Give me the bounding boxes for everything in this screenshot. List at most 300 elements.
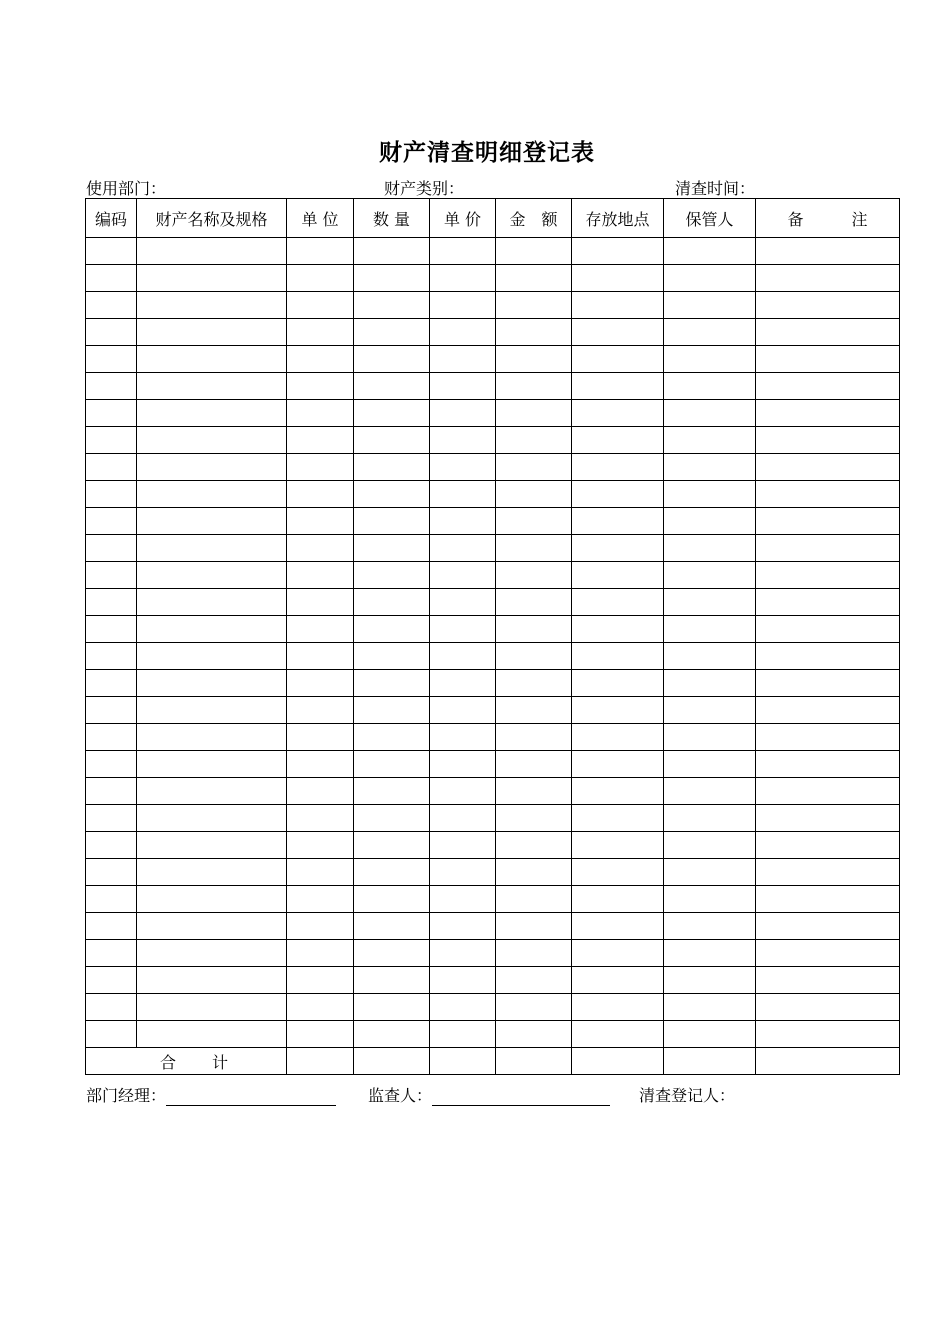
table-cell[interactable] — [756, 859, 900, 886]
footer-fields — [86, 1083, 898, 1105]
table-cell[interactable] — [572, 481, 664, 508]
table-cell[interactable] — [354, 724, 430, 751]
table-cell[interactable] — [756, 967, 900, 994]
table-cell[interactable] — [496, 994, 572, 1021]
department-input-line[interactable] — [166, 181, 318, 199]
table-cell[interactable] — [496, 778, 572, 805]
table-cell[interactable] — [354, 1021, 430, 1048]
table-cell[interactable] — [287, 319, 354, 346]
table-cell[interactable] — [354, 535, 430, 562]
table-cell[interactable] — [756, 562, 900, 589]
table-cell[interactable] — [430, 859, 496, 886]
total-cell[interactable] — [354, 1048, 430, 1075]
table-cell[interactable] — [430, 562, 496, 589]
table-cell[interactable] — [430, 967, 496, 994]
table-cell[interactable] — [430, 994, 496, 1021]
table-cell[interactable] — [287, 454, 354, 481]
table-cell[interactable] — [430, 427, 496, 454]
table-cell[interactable] — [756, 265, 900, 292]
table-cell[interactable] — [572, 535, 664, 562]
table-cell[interactable] — [664, 832, 756, 859]
table-cell[interactable] — [496, 346, 572, 373]
table-cell[interactable] — [354, 265, 430, 292]
table-cell[interactable] — [86, 859, 137, 886]
total-cell[interactable] — [572, 1048, 664, 1075]
table-cell[interactable] — [354, 292, 430, 319]
table-cell[interactable] — [496, 886, 572, 913]
table-cell[interactable] — [137, 724, 287, 751]
table-cell[interactable] — [287, 427, 354, 454]
table-cell[interactable] — [86, 265, 137, 292]
table-cell[interactable] — [756, 805, 900, 832]
table-cell[interactable] — [664, 454, 756, 481]
table-cell[interactable] — [572, 778, 664, 805]
table-cell[interactable] — [86, 427, 137, 454]
table-cell[interactable] — [496, 481, 572, 508]
table-cell[interactable] — [86, 1021, 137, 1048]
table-cell[interactable] — [756, 778, 900, 805]
table-cell[interactable] — [496, 697, 572, 724]
table-cell[interactable] — [572, 589, 664, 616]
table-cell[interactable] — [756, 346, 900, 373]
table-cell[interactable] — [664, 940, 756, 967]
table-cell[interactable] — [756, 454, 900, 481]
table-cell[interactable] — [756, 373, 900, 400]
table-cell[interactable] — [137, 319, 287, 346]
table-cell[interactable] — [664, 292, 756, 319]
table-cell[interactable] — [137, 859, 287, 886]
table-cell[interactable] — [756, 994, 900, 1021]
table-cell[interactable] — [496, 265, 572, 292]
table-cell[interactable] — [354, 994, 430, 1021]
table-cell[interactable] — [664, 724, 756, 751]
table-cell[interactable] — [664, 400, 756, 427]
total-label: 合计 — [160, 1052, 265, 1072]
table-cell[interactable] — [664, 778, 756, 805]
table-cell[interactable] — [287, 886, 354, 913]
table-cell[interactable] — [572, 427, 664, 454]
table-cell[interactable] — [354, 373, 430, 400]
table-cell[interactable] — [86, 670, 137, 697]
col-header-location: 存放地点 — [572, 199, 664, 238]
table-cell[interactable] — [137, 481, 287, 508]
table-cell[interactable] — [86, 697, 137, 724]
table-cell[interactable] — [287, 778, 354, 805]
table-cell[interactable] — [86, 589, 137, 616]
table-cell[interactable] — [430, 832, 496, 859]
table-cell[interactable] — [354, 670, 430, 697]
table-cell[interactable] — [137, 535, 287, 562]
table-cell[interactable] — [756, 913, 900, 940]
table-cell[interactable] — [664, 967, 756, 994]
table-cell[interactable] — [354, 562, 430, 589]
table-row — [86, 940, 900, 967]
table-cell[interactable] — [137, 940, 287, 967]
table-cell[interactable] — [287, 805, 354, 832]
table-cell[interactable] — [664, 616, 756, 643]
table-cell[interactable] — [572, 697, 664, 724]
table-cell[interactable] — [430, 886, 496, 913]
table-cell[interactable] — [137, 292, 287, 319]
table-cell[interactable] — [430, 508, 496, 535]
table-cell[interactable] — [756, 697, 900, 724]
table-cell[interactable] — [756, 535, 900, 562]
table-cell[interactable] — [137, 805, 287, 832]
time-field — [675, 176, 755, 199]
table-cell[interactable] — [430, 292, 496, 319]
table-cell[interactable] — [756, 427, 900, 454]
table-cell[interactable] — [496, 508, 572, 535]
table-cell[interactable] — [756, 589, 900, 616]
table-cell[interactable] — [756, 886, 900, 913]
table-cell[interactable] — [354, 238, 430, 265]
table-cell[interactable] — [756, 400, 900, 427]
table-cell[interactable] — [664, 265, 756, 292]
table-cell[interactable] — [137, 913, 287, 940]
table-cell[interactable] — [287, 751, 354, 778]
table-cell[interactable] — [86, 643, 137, 670]
total-cell[interactable] — [756, 1048, 900, 1075]
table-cell[interactable] — [572, 346, 664, 373]
table-cell[interactable] — [664, 643, 756, 670]
table-cell[interactable] — [137, 643, 287, 670]
table-row — [86, 373, 900, 400]
table-cell[interactable] — [572, 967, 664, 994]
table-body — [86, 238, 900, 1048]
table-cell[interactable] — [496, 832, 572, 859]
table-cell[interactable] — [664, 670, 756, 697]
table-cell[interactable] — [354, 643, 430, 670]
table-cell[interactable] — [496, 454, 572, 481]
table-cell[interactable] — [86, 535, 137, 562]
table-cell[interactable] — [430, 697, 496, 724]
table-cell[interactable] — [354, 805, 430, 832]
manager-input-line[interactable] — [166, 1088, 336, 1106]
table-cell[interactable] — [86, 751, 137, 778]
total-cell[interactable] — [430, 1048, 496, 1075]
table-cell[interactable] — [430, 373, 496, 400]
table-cell[interactable] — [137, 346, 287, 373]
table-cell[interactable] — [137, 373, 287, 400]
table-cell[interactable] — [572, 508, 664, 535]
table-cell[interactable] — [496, 670, 572, 697]
table-cell[interactable] — [664, 751, 756, 778]
table-cell[interactable] — [287, 1021, 354, 1048]
table-cell[interactable] — [572, 454, 664, 481]
table-cell[interactable] — [86, 346, 137, 373]
table-cell[interactable] — [572, 319, 664, 346]
table-cell[interactable] — [287, 400, 354, 427]
table-cell[interactable] — [137, 1021, 287, 1048]
table-cell[interactable] — [86, 454, 137, 481]
table-cell[interactable] — [430, 805, 496, 832]
table-cell[interactable] — [354, 319, 430, 346]
table-cell[interactable] — [430, 670, 496, 697]
table-cell[interactable] — [287, 859, 354, 886]
table-cell[interactable] — [664, 994, 756, 1021]
table-cell[interactable] — [137, 427, 287, 454]
table-cell[interactable] — [572, 292, 664, 319]
table-cell[interactable] — [664, 859, 756, 886]
table-cell[interactable] — [354, 454, 430, 481]
col-header-unit-price: 单 价 — [430, 199, 496, 238]
table-cell[interactable] — [287, 994, 354, 1021]
table-cell[interactable] — [496, 751, 572, 778]
table-cell[interactable] — [430, 913, 496, 940]
table-cell[interactable] — [572, 670, 664, 697]
table-cell[interactable] — [137, 238, 287, 265]
table-cell[interactable] — [572, 616, 664, 643]
table-cell[interactable] — [664, 805, 756, 832]
table-cell[interactable] — [430, 319, 496, 346]
table-cell[interactable] — [756, 292, 900, 319]
table-cell[interactable] — [86, 886, 137, 913]
table-cell[interactable] — [572, 913, 664, 940]
table-cell[interactable] — [664, 346, 756, 373]
table-cell[interactable] — [354, 616, 430, 643]
table-cell[interactable] — [287, 346, 354, 373]
table-cell[interactable] — [354, 859, 430, 886]
table-cell[interactable] — [287, 292, 354, 319]
table-cell[interactable] — [137, 778, 287, 805]
table-cell[interactable] — [756, 1021, 900, 1048]
table-cell[interactable] — [354, 508, 430, 535]
table-cell[interactable] — [664, 589, 756, 616]
table-cell[interactable] — [287, 535, 354, 562]
table-cell[interactable] — [287, 616, 354, 643]
inspector-label: 监查人： — [368, 1086, 433, 1105]
table-cell[interactable] — [430, 643, 496, 670]
table-cell[interactable] — [664, 913, 756, 940]
table-cell[interactable] — [756, 832, 900, 859]
table-cell[interactable] — [86, 805, 137, 832]
table-cell[interactable] — [496, 967, 572, 994]
table-cell[interactable] — [137, 967, 287, 994]
table-cell[interactable] — [664, 481, 756, 508]
table-cell[interactable] — [137, 589, 287, 616]
table-cell[interactable] — [86, 562, 137, 589]
table-cell[interactable] — [137, 616, 287, 643]
table-cell[interactable] — [430, 454, 496, 481]
table-cell[interactable] — [354, 589, 430, 616]
table-cell[interactable] — [354, 697, 430, 724]
table-cell[interactable] — [137, 265, 287, 292]
table-cell[interactable] — [496, 562, 572, 589]
table-cell[interactable] — [664, 697, 756, 724]
table-cell[interactable] — [756, 616, 900, 643]
table-cell[interactable] — [664, 562, 756, 589]
table-cell[interactable] — [430, 751, 496, 778]
table-cell[interactable] — [572, 994, 664, 1021]
table-cell[interactable] — [496, 1021, 572, 1048]
inspector-input-line[interactable] — [432, 1088, 610, 1106]
table-cell[interactable] — [496, 859, 572, 886]
table-cell[interactable] — [287, 967, 354, 994]
table-cell[interactable] — [496, 805, 572, 832]
table-cell[interactable] — [664, 238, 756, 265]
table-cell[interactable] — [496, 643, 572, 670]
table-cell[interactable] — [664, 427, 756, 454]
table-cell[interactable] — [86, 913, 137, 940]
table-cell[interactable] — [430, 535, 496, 562]
table-cell[interactable] — [572, 859, 664, 886]
table-cell[interactable] — [354, 913, 430, 940]
table-cell[interactable] — [756, 724, 900, 751]
table-cell[interactable] — [354, 886, 430, 913]
table-cell[interactable] — [756, 751, 900, 778]
table-cell[interactable] — [756, 643, 900, 670]
table-cell[interactable] — [86, 994, 137, 1021]
table-cell[interactable] — [572, 373, 664, 400]
table-cell[interactable] — [496, 373, 572, 400]
table-cell[interactable] — [496, 724, 572, 751]
table-cell[interactable] — [86, 508, 137, 535]
table-cell[interactable] — [137, 562, 287, 589]
table-cell[interactable] — [430, 778, 496, 805]
table-cell[interactable] — [572, 832, 664, 859]
table-cell[interactable] — [86, 940, 137, 967]
table-cell[interactable] — [496, 400, 572, 427]
table-row — [86, 1021, 900, 1048]
table-cell[interactable] — [572, 562, 664, 589]
table-cell[interactable] — [572, 940, 664, 967]
table-cell[interactable] — [572, 886, 664, 913]
total-cell[interactable] — [496, 1048, 572, 1075]
table-cell[interactable] — [756, 481, 900, 508]
table-cell[interactable] — [287, 589, 354, 616]
table-cell[interactable] — [86, 373, 137, 400]
category-input-line[interactable] — [464, 181, 616, 199]
table-cell[interactable] — [287, 832, 354, 859]
table-cell[interactable] — [86, 481, 137, 508]
table-cell[interactable] — [354, 427, 430, 454]
table-cell[interactable] — [86, 319, 137, 346]
total-cell[interactable] — [287, 1048, 354, 1075]
table-row — [86, 778, 900, 805]
table-cell[interactable] — [287, 697, 354, 724]
table-cell[interactable] — [86, 616, 137, 643]
table-row — [86, 832, 900, 859]
table-cell[interactable] — [496, 292, 572, 319]
col-header-remarks: 备 注 — [756, 199, 900, 238]
table-cell[interactable] — [572, 265, 664, 292]
table-row — [86, 562, 900, 589]
table-cell[interactable] — [354, 481, 430, 508]
table-cell[interactable] — [664, 1021, 756, 1048]
table-cell[interactable] — [572, 238, 664, 265]
table-cell[interactable] — [496, 940, 572, 967]
table-cell[interactable] — [287, 562, 354, 589]
table-cell[interactable] — [572, 724, 664, 751]
table-cell[interactable] — [756, 238, 900, 265]
table-cell[interactable] — [756, 319, 900, 346]
table-cell[interactable] — [137, 508, 287, 535]
table-row — [86, 724, 900, 751]
table-row — [86, 697, 900, 724]
table-cell[interactable] — [664, 886, 756, 913]
table-cell[interactable] — [354, 967, 430, 994]
table-cell[interactable] — [572, 643, 664, 670]
table-cell[interactable] — [137, 832, 287, 859]
table-cell[interactable] — [430, 616, 496, 643]
table-cell[interactable] — [430, 265, 496, 292]
total-cell[interactable] — [664, 1048, 756, 1075]
table-cell[interactable] — [354, 940, 430, 967]
table-cell[interactable] — [137, 670, 287, 697]
table-cell[interactable] — [287, 508, 354, 535]
table-cell[interactable] — [287, 238, 354, 265]
table-cell[interactable] — [430, 481, 496, 508]
table-cell[interactable] — [287, 724, 354, 751]
table-cell[interactable] — [572, 751, 664, 778]
table-cell[interactable] — [572, 400, 664, 427]
table-cell[interactable] — [287, 940, 354, 967]
table-cell[interactable] — [287, 913, 354, 940]
category-field — [384, 176, 616, 199]
table-cell[interactable] — [137, 994, 287, 1021]
table-cell[interactable] — [287, 373, 354, 400]
table-row — [86, 967, 900, 994]
table-cell[interactable] — [287, 481, 354, 508]
table-cell[interactable] — [430, 346, 496, 373]
table-cell[interactable] — [287, 643, 354, 670]
table-cell[interactable] — [664, 319, 756, 346]
table-cell[interactable] — [354, 778, 430, 805]
table-cell[interactable] — [430, 724, 496, 751]
table-cell[interactable] — [756, 940, 900, 967]
table-cell[interactable] — [287, 670, 354, 697]
table-cell[interactable] — [86, 724, 137, 751]
table-cell[interactable] — [496, 238, 572, 265]
table-cell[interactable] — [572, 805, 664, 832]
table-cell[interactable] — [756, 508, 900, 535]
table-cell[interactable] — [354, 346, 430, 373]
table-row — [86, 859, 900, 886]
table-cell[interactable] — [137, 886, 287, 913]
table-cell[interactable] — [137, 454, 287, 481]
table-cell[interactable] — [430, 940, 496, 967]
table-cell[interactable] — [430, 238, 496, 265]
table-cell[interactable] — [137, 751, 287, 778]
table-cell[interactable] — [86, 238, 137, 265]
table-cell[interactable] — [86, 967, 137, 994]
table-cell[interactable] — [664, 508, 756, 535]
table-cell[interactable] — [86, 292, 137, 319]
table-cell[interactable] — [430, 400, 496, 427]
table-cell[interactable] — [496, 319, 572, 346]
table-cell[interactable] — [86, 778, 137, 805]
table-cell[interactable] — [86, 832, 137, 859]
table-cell[interactable] — [664, 535, 756, 562]
table-cell[interactable] — [430, 589, 496, 616]
table-cell[interactable] — [496, 589, 572, 616]
table-cell[interactable] — [137, 697, 287, 724]
table-cell[interactable] — [287, 265, 354, 292]
table-cell[interactable] — [86, 400, 137, 427]
table-cell[interactable] — [354, 751, 430, 778]
table-cell[interactable] — [354, 832, 430, 859]
table-cell[interactable] — [572, 1021, 664, 1048]
table-cell[interactable] — [664, 373, 756, 400]
table-cell[interactable] — [354, 400, 430, 427]
table-cell[interactable] — [496, 616, 572, 643]
table-cell[interactable] — [430, 1021, 496, 1048]
table-cell[interactable] — [137, 400, 287, 427]
table-cell[interactable] — [496, 913, 572, 940]
table-cell[interactable] — [496, 427, 572, 454]
table-cell[interactable] — [496, 535, 572, 562]
table-cell[interactable] — [756, 670, 900, 697]
